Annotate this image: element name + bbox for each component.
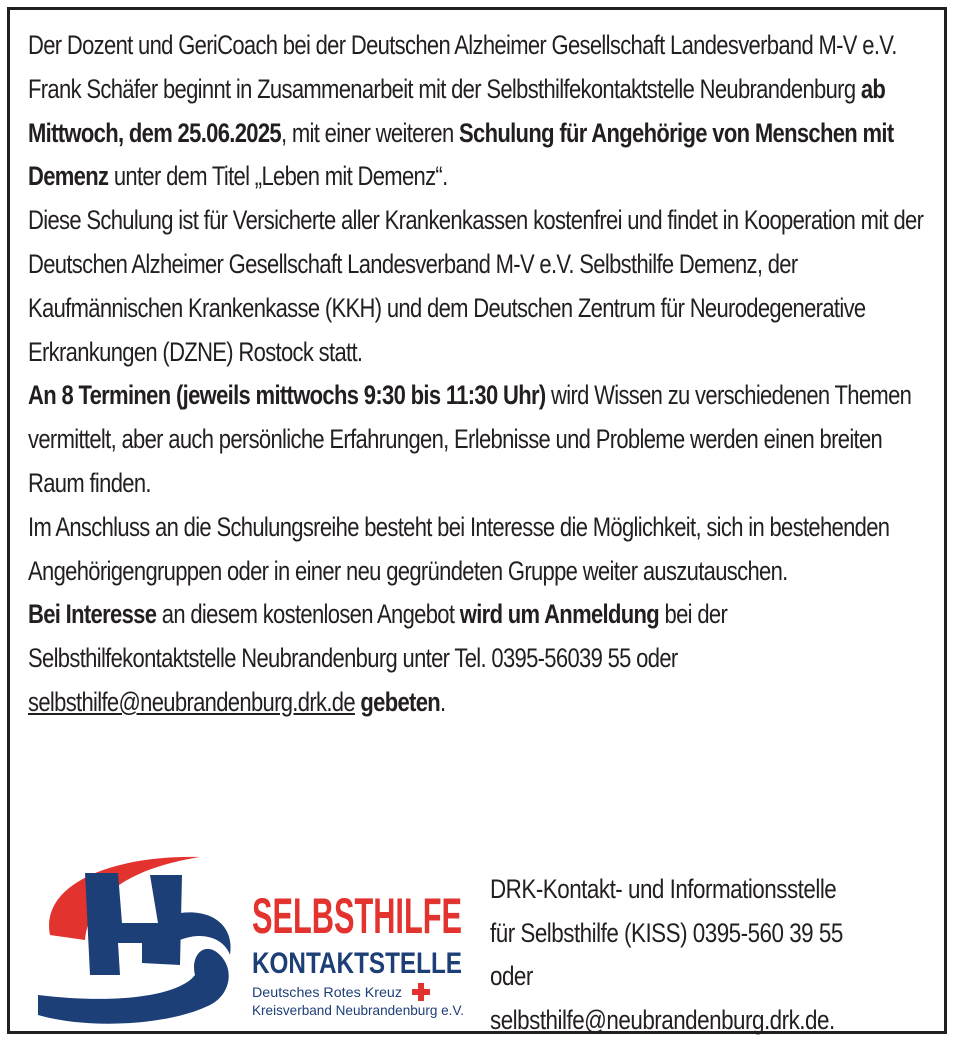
announcement-text: [28, 24, 933, 725]
h-letter-icon: [85, 873, 182, 975]
paragraph-registration: [28, 593, 933, 724]
paragraph-dates: [28, 374, 933, 505]
intro-text-2: , mit einer weiteren: [281, 117, 459, 148]
dates-text: wird Wissen zu verschiedenen Themen vermittelt, aber auch persönliche Erfahrungen, Erlebnisse und Probleme werden einen breiten Raum finden.: [28, 380, 912, 498]
contact-email[interactable]: selbsthilfe@neubrandenburg.drk.de.: [490, 1004, 835, 1035]
course-title: Schulung für Angehörige von Menschen mit Demenz: [28, 117, 894, 192]
period: .: [440, 686, 446, 717]
asked-word: gebeten: [354, 686, 441, 717]
registration-text: an diesem kostenlosen Angebot: [156, 599, 460, 630]
intro-text: Der Dozent und GeriCoach bei der Deutschen Alzheimer Gesellschaft Landesverband M-V e.V. Frank Schäfer beginnt in Zusammenarbeit mit der Selbsthilfekontaktstelle Neubrandenburg: [28, 30, 897, 104]
selbsthilfe-logo: [30, 845, 470, 1035]
logo-line4: Kreisverband Neubrandenburg e.V.: [252, 1002, 464, 1018]
red-cross-icon: [412, 983, 430, 1001]
paragraph-intro: [28, 24, 933, 199]
email-link[interactable]: selbsthilfe@neubrandenburg.drk.de: [28, 686, 355, 717]
paragraph-cooperation: Diese Schulung ist für Versicherte aller Krankenkassen kostenfrei und findet in Kooperation mit der Deutschen Alzheimer Gesellschaft Landesverband M-V e.V. Selbsthilfe Demenz, der Kaufmännischen Krankenkasse (KKH) und dem Deutschen Zentrum für Neurodegenerative Erkrankungen (DZNE) Rostock statt.: [28, 205, 924, 367]
contact-line1: DRK-Kontakt- und Informationsstelle: [490, 874, 837, 904]
intro-text-3: unter dem Titel „Leben mit Demenz“.: [108, 161, 448, 192]
announcement-frame: [7, 7, 947, 1034]
registration-request: wird um Anmeldung: [459, 599, 660, 630]
start-date: ab Mittwoch, dem 25.06.2025: [28, 73, 886, 148]
logo-line3: Deutsches Rotes Kreuz: [252, 984, 402, 1000]
paragraph-followup: Im Anschluss an die Schulungsreihe besteht bei Interesse die Möglichkeit, sich in bestehenden Angehörigengruppen oder in einer neu gegründeten Gruppe weiter auszutauschen.: [28, 511, 890, 586]
contact-line2: für Selbsthilfe (KISS) 0395-560 39 55: [490, 917, 843, 948]
schedule: An 8 Terminen (jeweils mittwochs 9:30 bis 11:30 Uhr): [28, 380, 546, 411]
registration-text-2: bei der Selbsthilfekontaktstelle Neubrandenburg unter Tel. 0395-56039 55 oder: [28, 599, 728, 674]
logo-line2: KONTAKTSTELLE: [252, 947, 462, 980]
hand-icon: [38, 949, 229, 1024]
interest-label: Bei Interesse: [28, 599, 157, 630]
contact-block: [490, 868, 922, 1042]
logo-line1: SELBSTHILFE: [252, 888, 462, 944]
contact-line3: oder: [490, 961, 533, 991]
